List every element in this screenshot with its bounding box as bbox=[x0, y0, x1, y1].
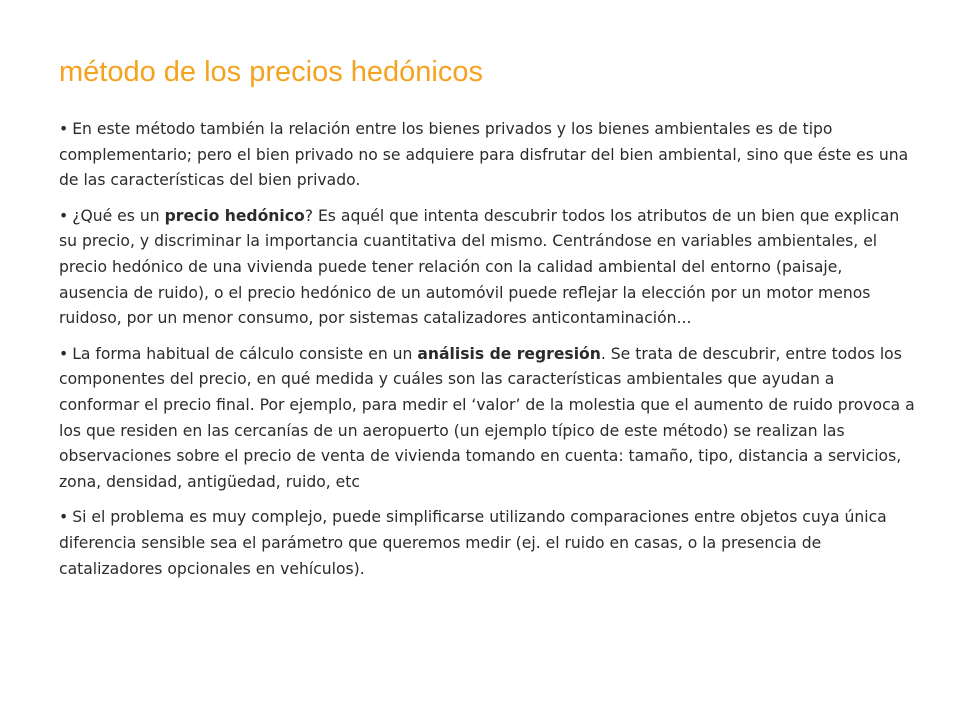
bullet-icon: • bbox=[59, 508, 69, 527]
bullet-icon: • bbox=[59, 344, 69, 363]
paragraph-text-post: ? Es aquél que intenta descubrir todos los atributos de un bien que explican su precio, y discriminar la importancia cuantitativa del mismo. Centrándose en variables ambientales, el precio hedónico de una vivienda puede tener relación con la calidad ambiental del entorno (paisaje, ausencia de ruido), o el precio hedónico de un automóvil puede reflejar la elección por un motor menos ruidoso, por un menor consumo, por sistemas catalizadores anticontaminación... bbox=[59, 206, 900, 328]
bullet-paragraph-3 bbox=[59, 342, 915, 496]
paragraph-text: Si el problema es muy complejo, puede simplificarse utilizando comparaciones entre objetos cuya única diferencia sensible sea el parámetro que queremos medir (ej. el ruido en casas, o la presencia de catalizadores opcionales en vehículos). bbox=[59, 508, 887, 578]
bullet-paragraph-2 bbox=[59, 204, 915, 332]
emphasis-term: precio hedónico bbox=[164, 206, 305, 225]
bullet-icon: • bbox=[59, 206, 69, 225]
slide-title: método de los precios hedónicos bbox=[59, 56, 483, 88]
emphasis-term: análisis de regresión bbox=[417, 344, 601, 363]
bullet-paragraph-4 bbox=[59, 505, 915, 582]
slide-body bbox=[59, 117, 915, 592]
paragraph-text: En este método también la relación entre los bienes privados y los bienes ambientales es de tipo complementario; pero el bien privado no se adquiere para disfrutar del bien ambiental, sino que éste es una de las características del bien privado. bbox=[59, 120, 909, 190]
paragraph-text-post: . Se trata de descubrir, entre todos los componentes del precio, en qué medida y cuáles son las características ambientales que ayudan a conformar el precio final. Por ejemplo, para medir el ‘valor’ de la molestia que el aumento de ruido provoca a los que residen en las cercanías de un aeropuerto (un ejemplo típico de este método) se realizan las observaciones sobre el precio de venta de vivienda tomando en cuenta: tamaño, tipo, distancia a servicios, zona, densidad, antigüedad, ruido, etc bbox=[59, 344, 915, 491]
paragraph-text-pre: ¿Qué es un bbox=[72, 206, 165, 225]
bullet-paragraph-1 bbox=[59, 117, 915, 194]
paragraph-text-pre: La forma habitual de cálculo consiste en un bbox=[72, 344, 418, 363]
bullet-icon: • bbox=[59, 120, 69, 138]
